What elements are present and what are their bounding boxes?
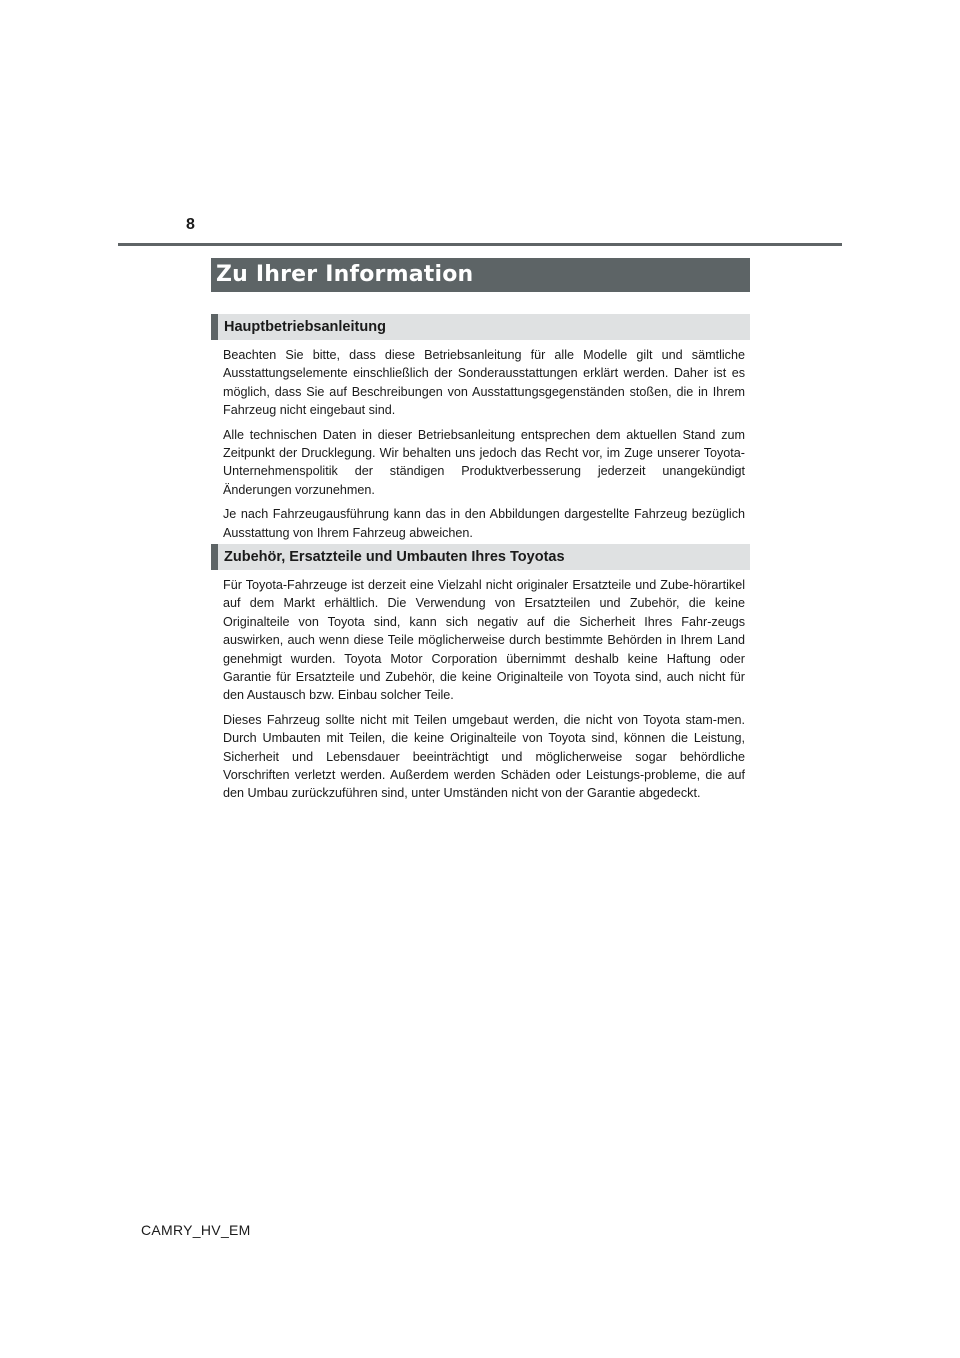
- paragraph: Je nach Fahrzeugausführung kann das in den Abbildungen dargestellte Fahrzeug bezüglich Ausstattung von Ihrem Fahrzeug abweichen.: [223, 507, 745, 540]
- page-number: 8: [186, 216, 195, 233]
- header-divider: [118, 243, 842, 246]
- page-title: Zu Ihrer Information: [211, 258, 750, 292]
- section-heading-hauptbetriebsanleitung: Hauptbetriebsanleitung: [211, 314, 750, 340]
- section-heading-zubehoer: Zubehör, Ersatzteile und Umbauten Ihres Toyotas: [211, 544, 750, 570]
- section-body-hauptbetriebsanleitung: [223, 346, 745, 548]
- paragraph: Für Toyota-Fahrzeuge ist derzeit eine Vielzahl nicht originaler Ersatzteile und Zube-hörartikel auf dem Markt erhältlich. Die Verwendung von Ersatzteilen und Zubehör, die keine Originalteile von Toyota sind, kann sich negativ auf die Sicherheit Ihres Fahr-zeugs auswirken, auch wenn diese Teile möglicherweise durch bestimmte Behörden in Ihrem Land genehmigt wurden. Toyota Motor Corporation übernimmt deshalb keine Haftung oder Garantie für Ersatzteile und Zubehör, die keine Originalteile von Toyota sind, auch nicht für den Austausch bzw. Einbau solcher Teile.: [223, 578, 745, 703]
- section-body-zubehoer: [223, 576, 745, 809]
- paragraph: Dieses Fahrzeug sollte nicht mit Teilen umgebaut werden, die nicht von Toyota stam-men. Durch Umbauten mit Teilen, die keine Originalteile von Toyota sind, können die Leistung, Sicherheit und Lebensdauer beeinträchtigt und möglicherweise sogar behördliche Vorschriften verletzt werden. Außerdem werden Schäden oder Leistungs-probleme, die auf den Umbau zurückzuführen sind, unter Umständen nicht von der Garantie abgedeckt.: [223, 712, 745, 801]
- paragraph: Beachten Sie bitte, dass diese Betriebsanleitung für alle Modelle gilt und sämtliche Ausstattungselemente einschließlich der Sonderausstattungen erklärt werden. Daher ist es möglich, dass Sie auf Beschreibungen von Ausstattungsgegenständen stoßen, die in Ihrem Fahrzeug nicht eingebaut sind.: [223, 348, 745, 418]
- paragraph: Alle technischen Daten in dieser Betriebsanleitung entsprechen dem aktuellen Stand zum Zeitpunkt der Drucklegung. Wir behalten uns jedoch das Recht vor, im Zuge unserer Toyota-Unternehmenspolitik der ständigen Produktverbesserung jederzeit unangekündigt Änderungen vorzunehmen.: [223, 427, 745, 497]
- footer-document-code: CAMRY_HV_EM: [141, 1222, 251, 1238]
